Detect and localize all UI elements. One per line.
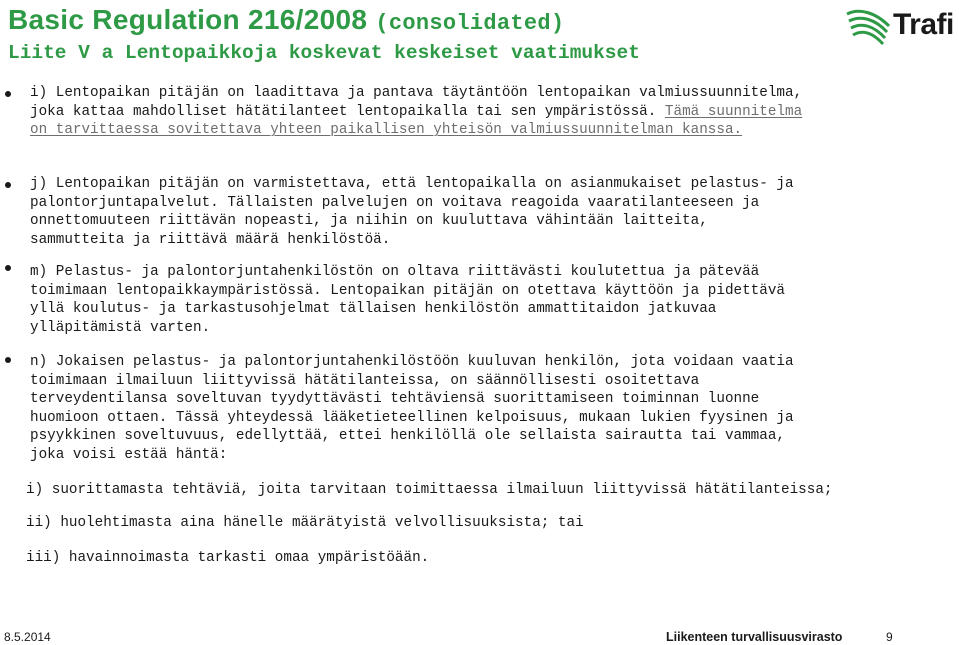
bullet-icon <box>5 265 11 271</box>
list-item-i <box>30 84 810 140</box>
page-title <box>8 4 564 36</box>
footer-date: 8.5.2014 <box>4 630 51 644</box>
footer-organization: Liikenteen turvallisuusvirasto <box>666 630 843 644</box>
item-i-highlight: Tämä suunnitelma on tarvittaessa sovitettava yhteen paikallisen yhteisön valmiussuunnitelman kanssa. <box>30 103 803 139</box>
item-i-text: i) Lentopaikan pitäjän on laadittava ja pantava täytäntöön lentopaikan valmiussuunnitelma, joka kattaa mahdolliset hätätilanteet lentopaikalla tai sen ympäristössä. <box>30 85 803 120</box>
bullet-icon <box>5 182 11 188</box>
page-number: 9 <box>886 630 893 644</box>
bullet-icon <box>5 357 11 363</box>
page-subtitle: Liite V a Lentopaikkoja koskevat keskeiset vaatimukset <box>8 42 640 64</box>
sub-item-iii: iii) havainnoimasta tarkasti omaa ympäristöään. <box>26 550 430 566</box>
title-note: (consolidated) <box>375 11 565 36</box>
bullet-icon <box>5 91 11 97</box>
sub-item-ii: ii) huolehtimasta aina hänelle määrätyistä velvollisuuksista; tai <box>26 515 584 531</box>
list-item-j: j) Lentopaikan pitäjän on varmistettava, että lentopaikalla on asianmukaiset pelastus- ja palontorjuntapalvelut. Tällaisten palvelujen on voitava reagoida vaaratilanteeseen ja onnettomuuteen riittävän nopeasti, ja niihin on kuuluttava vähintään laitteita, sammutteita ja riittävä määrä henkilöstöä. <box>30 176 794 248</box>
sub-item-i: i) suorittamasta tehtäviä, joita tarvitaan toimittaessa ilmailuun liittyvissä hätätilanteissa; <box>26 482 833 498</box>
list-item-m: m) Pelastus- ja palontorjuntahenkilöstön on oltava riittävästi koulutettua ja pätevää toimimaan lentopaikkaympäristössä. Lentopaikan pitäjän on otettava käyttöön ja pidettävä yllä koulutus- ja tarkastusohjelmat tällaisen henkilöstön ammattitaidon jatkuvaa ylläpitämistä varten. <box>30 264 785 336</box>
title-main: Basic Regulation 216/2008 <box>8 4 368 35</box>
list-item-n: n) Jokaisen pelastus- ja palontorjuntahenkilöstöön kuuluvan henkilön, jota voidaan vaatia toimimaan ilmailuun liittyvissä hätätilanteissa, on säännöllisesti osoitettava terveydentilansa soveltuvan tyydyttävästi tehtäviensä suorittamiseen toiminnan luonne huomioon ottaen. Tässä yhteydessä lääketieteellinen kelpoisuus, mukaan lukien fyysinen ja psyykkinen soveltuvuus, edellyttää, ettei henkilöllä ole sellaista sairautta tai vammaa, joka voisi estää häntä: <box>30 354 794 463</box>
logo-text: Trafi <box>893 8 954 41</box>
